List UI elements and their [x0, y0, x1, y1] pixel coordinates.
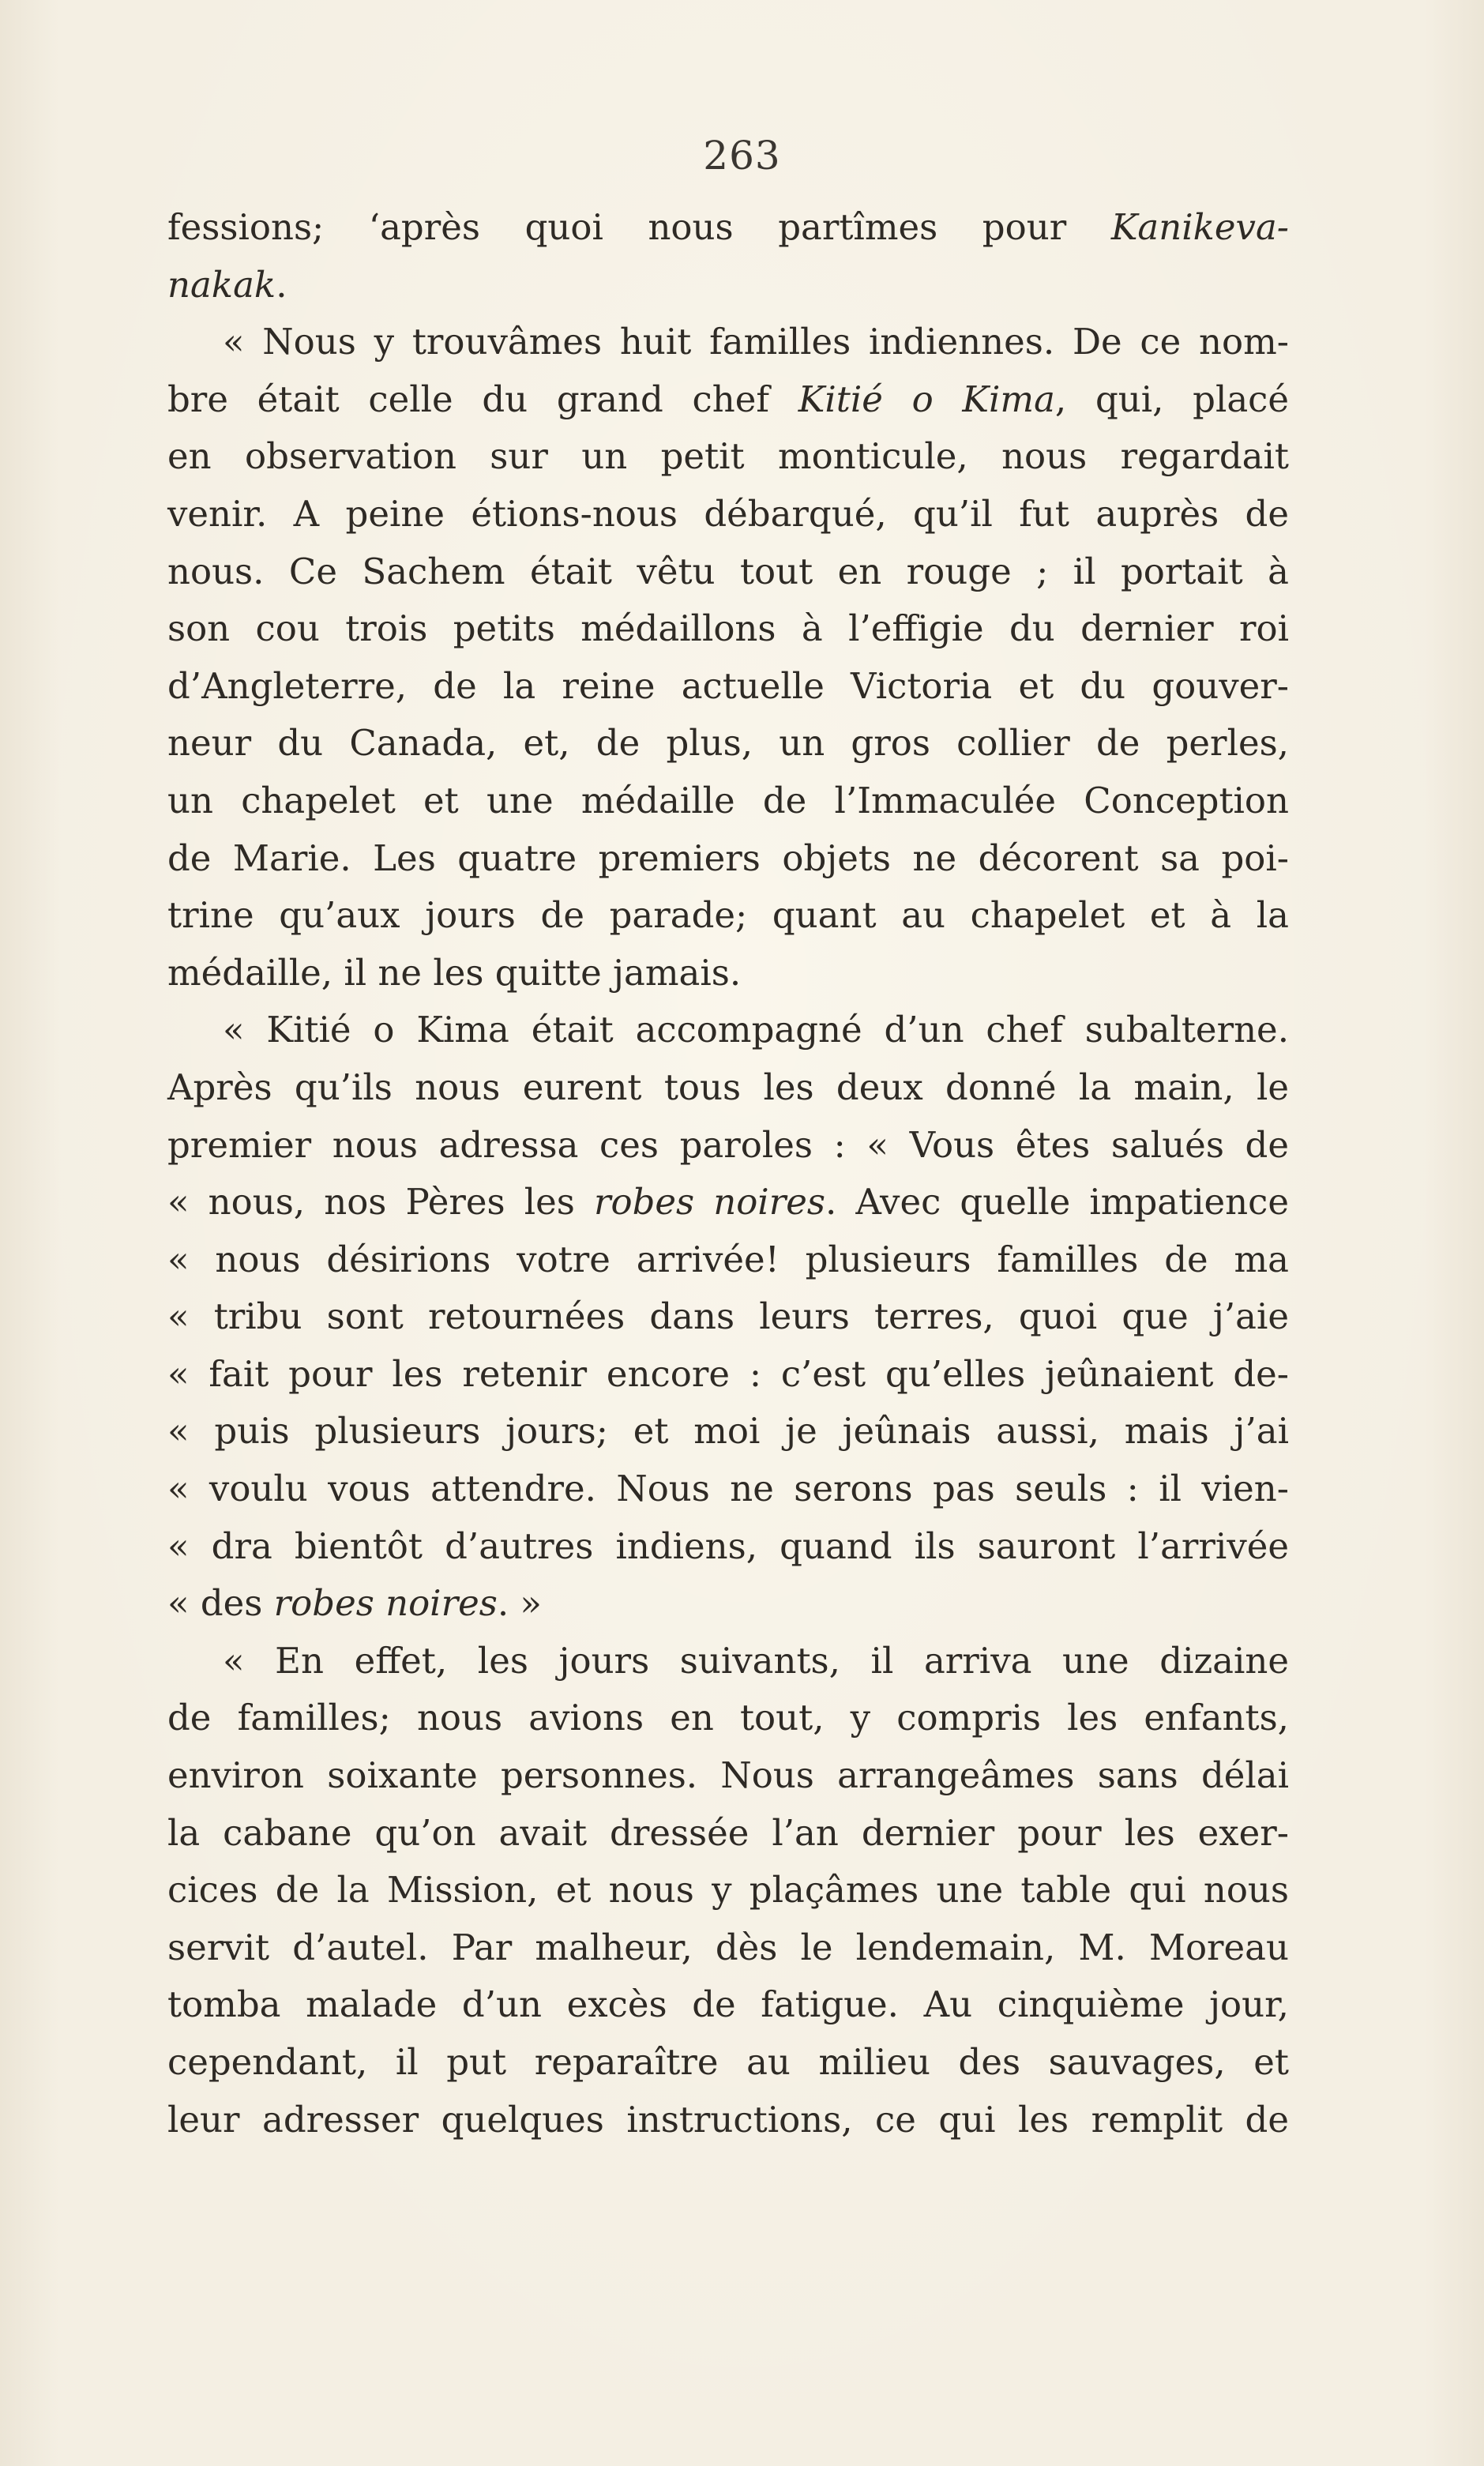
text-line	[167, 1862, 1289, 1919]
text-segment: « fait pour les retenir encore : c’est qu’elles jeûnaient de-	[167, 1352, 1289, 1395]
text-segment: médaille, il ne les quitte jamais.	[167, 951, 742, 994]
text-line	[167, 1002, 1289, 1059]
text-line	[167, 1805, 1289, 1863]
text-line	[167, 1288, 1289, 1346]
text-segment: de familles; nous avions en tout, y compris les enfants,	[167, 1697, 1289, 1739]
text-segment: « Nous y trouvâmes huit familles indiennes. De ce nom-	[223, 321, 1289, 363]
text-line	[167, 1976, 1289, 2034]
text-line	[167, 658, 1289, 716]
text-segment: .	[276, 263, 287, 306]
text-segment: bre était celle du grand chef	[167, 378, 798, 420]
text-segment: premier nous adressa ces paroles : « Vous êtes salués de	[167, 1123, 1289, 1166]
text-segment: de Marie. Les quatre premiers objets ne décorent sa poi-	[167, 836, 1289, 879]
text-line	[167, 257, 1289, 314]
text-line	[167, 486, 1289, 543]
text-line	[167, 1403, 1289, 1460]
text-line	[167, 543, 1289, 601]
text-line	[167, 199, 1289, 257]
text-line	[167, 1518, 1289, 1576]
text-segment: en observation sur un petit monticule, nous regardait	[167, 435, 1289, 478]
text-segment: Après qu’ils nous eurent tous les deux donné la main, le	[167, 1066, 1289, 1108]
text-segment: environ soixante personnes. Nous arrangeâmes sans délai	[167, 1754, 1289, 1797]
text-segment: son cou trois petits médaillons à l’effigie du dernier roi	[167, 607, 1289, 650]
text-line	[167, 428, 1289, 486]
italic-segment: robes noires	[273, 1582, 498, 1625]
text-segment: « voulu vous attendre. Nous ne serons pas seuls : il vien-	[167, 1468, 1289, 1510]
text-line	[167, 1633, 1289, 1690]
text-line	[167, 2034, 1289, 2092]
italic-segment: nakak	[167, 263, 276, 306]
text-line	[167, 371, 1289, 429]
text-segment: , qui, placé	[1054, 378, 1290, 420]
text-line	[167, 1919, 1289, 1977]
text-line	[167, 1460, 1289, 1518]
text-line	[167, 1117, 1289, 1175]
italic-segment: Kanikeva-	[1110, 206, 1289, 248]
text-line	[167, 600, 1289, 658]
text-segment: . Avec quelle impatience	[825, 1181, 1289, 1224]
text-line	[167, 1575, 1289, 1633]
text-line	[167, 887, 1289, 945]
text-segment: . »	[497, 1582, 542, 1625]
text-segment: cices de la Mission, et nous y plaçâmes une table qui nous	[167, 1869, 1289, 1912]
text-segment: leur adresser quelques instructions, ce qui les remplit de	[167, 2098, 1289, 2141]
text-line	[167, 715, 1289, 773]
text-segment: « En effet, les jours suivants, il arriva une dizaine	[223, 1639, 1289, 1682]
text-segment: tomba malade d’un excès de fatigue. Au cinquième jour,	[167, 1983, 1289, 2026]
text-line	[167, 1747, 1289, 1805]
body-text	[167, 199, 1289, 2148]
text-line	[167, 2092, 1289, 2149]
text-line	[167, 773, 1289, 830]
text-segment: un chapelet et une médaille de l’Immaculée Conception	[167, 779, 1289, 821]
text-segment: « nous, nos Pères les	[167, 1181, 594, 1224]
text-segment: fessions; ‘après quoi nous partîmes pour	[167, 206, 1111, 248]
text-segment: d’Angleterre, de la reine actuelle Victoria et du gouver-	[167, 664, 1289, 707]
text-line	[167, 1346, 1289, 1404]
text-segment: « des	[167, 1582, 274, 1625]
text-line	[167, 1059, 1289, 1117]
text-segment: « nous désirions votre arrivée! plusieurs familles de ma	[167, 1238, 1289, 1280]
text-segment: « puis plusieurs jours; et moi je jeûnais aussi, mais j’ai	[167, 1410, 1289, 1453]
text-line	[167, 1174, 1289, 1231]
text-segment: trine qu’aux jours de parade; quant au chapelet et à la	[167, 894, 1289, 937]
text-segment: « Kitié o Kima était accompagné d’un chef subalterne.	[223, 1009, 1289, 1051]
text-segment: la cabane qu’on avait dressée l’an dernier pour les exer-	[167, 1811, 1289, 1854]
text-segment: venir. A peine étions-nous débarqué, qu’il fut auprès de	[167, 492, 1289, 535]
text-line	[167, 1231, 1289, 1289]
page-number: 263	[703, 133, 781, 179]
text-line	[167, 830, 1289, 888]
text-line	[167, 1690, 1289, 1747]
text-segment: neur du Canada, et, de plus, un gros collier de perles,	[167, 722, 1289, 765]
text-segment: cependant, il put reparaître au milieu des sauvages, et	[167, 2041, 1289, 2083]
text-segment: nous. Ce Sachem était vêtu tout en rouge ; il portait à	[167, 550, 1289, 592]
text-line	[167, 314, 1289, 371]
text-segment: « dra bientôt d’autres indiens, quand ils sauront l’arrivée	[167, 1524, 1289, 1567]
italic-segment: robes noires	[593, 1181, 825, 1224]
text-segment: servit d’autel. Par malheur, dès le lendemain, M. Moreau	[167, 1926, 1289, 1968]
text-segment: « tribu sont retournées dans leurs terres, quoi que j’aie	[167, 1295, 1289, 1338]
text-line	[167, 945, 1289, 1002]
italic-segment: Kitié o Kima	[798, 378, 1055, 420]
